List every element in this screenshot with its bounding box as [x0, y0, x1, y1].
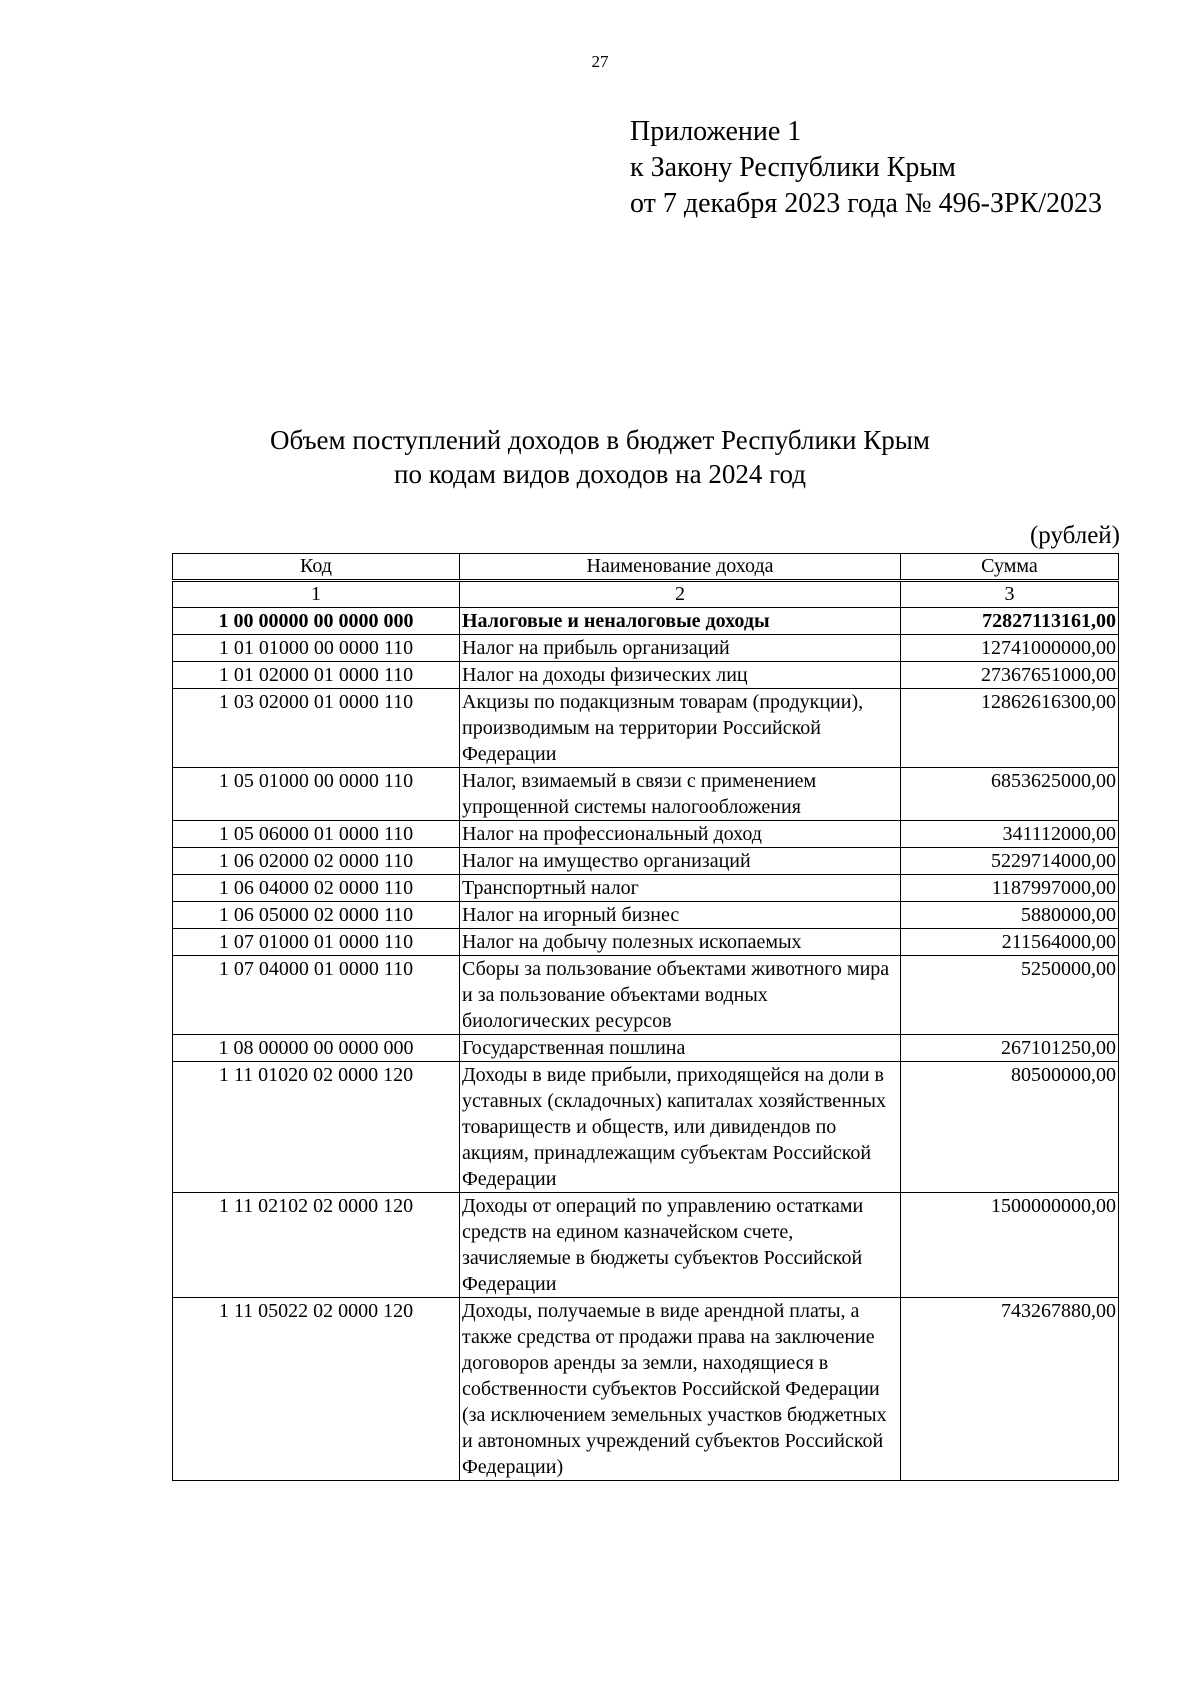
appendix-header — [630, 114, 1102, 222]
income-name: Налог на профессиональный доход — [460, 821, 901, 848]
income-name: Доходы, получаемые в виде арендной платы, а также средства от продажи права на заключение договоров аренды за земли, находящиеся в собственности субъектов Российской Федерации (за исключением земельных участков бюджетных и автономных учреждений субъектов Российской Федерации) — [460, 1298, 901, 1481]
appendix-line-1: Приложение 1 — [630, 116, 802, 147]
column-number: 1 — [173, 581, 460, 608]
page-number: 27 — [591, 52, 609, 71]
income-name: Налог на игорный бизнес — [460, 902, 901, 929]
income-name: Доходы от операций по управлению остатками средств на едином казначейском счете, зачисляемые в бюджеты субъектов Российской Федерации — [460, 1193, 901, 1298]
income-name: Доходы в виде прибыли, приходящейся на доли в уставных (складочных) капиталах хозяйственных товариществ и обществ, или дивидендов по акциям, принадлежащим субъектам Российской Федерации — [460, 1062, 901, 1193]
income-amount: 6853625000,00 — [901, 768, 1119, 821]
table-row — [173, 848, 1119, 875]
title-line-1: Объем поступлений доходов в бюджет Республики Крым — [270, 425, 930, 455]
table-row — [173, 689, 1119, 768]
income-table — [172, 553, 1119, 1481]
income-name: Транспортный налог — [460, 875, 901, 902]
header-name: Наименование дохода — [460, 554, 901, 581]
income-code: 1 00 00000 00 0000 000 — [173, 608, 460, 635]
table-row — [173, 956, 1119, 1035]
income-amount: 12741000000,00 — [901, 635, 1119, 662]
table-row — [173, 635, 1119, 662]
income-code: 1 03 02000 01 0000 110 — [173, 689, 460, 768]
income-code: 1 11 01020 02 0000 120 — [173, 1062, 460, 1193]
document-title — [0, 423, 1200, 491]
income-amount: 267101250,00 — [901, 1035, 1119, 1062]
header-amount: Сумма — [901, 554, 1119, 581]
income-amount: 5880000,00 — [901, 902, 1119, 929]
table-row — [173, 902, 1119, 929]
column-number-row — [173, 581, 1119, 608]
income-amount: 5229714000,00 — [901, 848, 1119, 875]
income-code: 1 06 05000 02 0000 110 — [173, 902, 460, 929]
income-amount: 12862616300,00 — [901, 689, 1119, 768]
income-code: 1 05 06000 01 0000 110 — [173, 821, 460, 848]
table-row — [173, 875, 1119, 902]
table-row — [173, 662, 1119, 689]
income-name: Налог на доходы физических лиц — [460, 662, 901, 689]
income-code: 1 01 02000 01 0000 110 — [173, 662, 460, 689]
table-row — [173, 1062, 1119, 1193]
table-row — [173, 608, 1119, 635]
unit-label: (рублей) — [1029, 522, 1120, 549]
income-name: Налог на добычу полезных ископаемых — [460, 929, 901, 956]
income-amount: 743267880,00 — [901, 1298, 1119, 1481]
income-amount: 1500000000,00 — [901, 1193, 1119, 1298]
table-row — [173, 929, 1119, 956]
income-amount: 211564000,00 — [901, 929, 1119, 956]
table-body — [173, 608, 1119, 1481]
income-amount: 5250000,00 — [901, 956, 1119, 1035]
column-number: 2 — [460, 581, 901, 608]
income-name: Налог, взимаемый в связи с применением упрощенной системы налогообложения — [460, 768, 901, 821]
header-code: Код — [173, 554, 460, 581]
income-name: Налог на имущество организаций — [460, 848, 901, 875]
income-name: Сборы за пользование объектами животного мира и за пользование объектами водных биологических ресурсов — [460, 956, 901, 1035]
income-code: 1 11 02102 02 0000 120 — [173, 1193, 460, 1298]
table-row — [173, 821, 1119, 848]
income-code: 1 08 00000 00 0000 000 — [173, 1035, 460, 1062]
income-code: 1 07 01000 01 0000 110 — [173, 929, 460, 956]
table-row — [173, 1298, 1119, 1481]
income-code: 1 06 04000 02 0000 110 — [173, 875, 460, 902]
income-name: Налог на прибыль организаций — [460, 635, 901, 662]
income-amount: 341112000,00 — [901, 821, 1119, 848]
income-amount: 80500000,00 — [901, 1062, 1119, 1193]
table-row — [173, 1035, 1119, 1062]
income-code: 1 01 01000 00 0000 110 — [173, 635, 460, 662]
table-row — [173, 768, 1119, 821]
appendix-line-2: к Закону Республики Крым — [630, 152, 956, 183]
column-number: 3 — [901, 581, 1119, 608]
income-name: Государственная пошлина — [460, 1035, 901, 1062]
income-amount: 72827113161,00 — [901, 608, 1119, 635]
income-name: Акцизы по подакцизным товарам (продукции), производимым на территории Российской Федерации — [460, 689, 901, 768]
appendix-line-3: от 7 декабря 2023 года № 496-ЗРК/2023 — [630, 188, 1103, 219]
income-amount: 27367651000,00 — [901, 662, 1119, 689]
income-code: 1 05 01000 00 0000 110 — [173, 768, 460, 821]
table-row — [173, 1193, 1119, 1298]
income-name: Налоговые и неналоговые доходы — [460, 608, 901, 635]
income-code: 1 11 05022 02 0000 120 — [173, 1298, 460, 1481]
title-line-2: по кодам видов доходов на 2024 год — [394, 459, 806, 489]
income-code: 1 07 04000 01 0000 110 — [173, 956, 460, 1035]
header-row — [173, 554, 1119, 581]
income-code: 1 06 02000 02 0000 110 — [173, 848, 460, 875]
income-amount: 1187997000,00 — [901, 875, 1119, 902]
